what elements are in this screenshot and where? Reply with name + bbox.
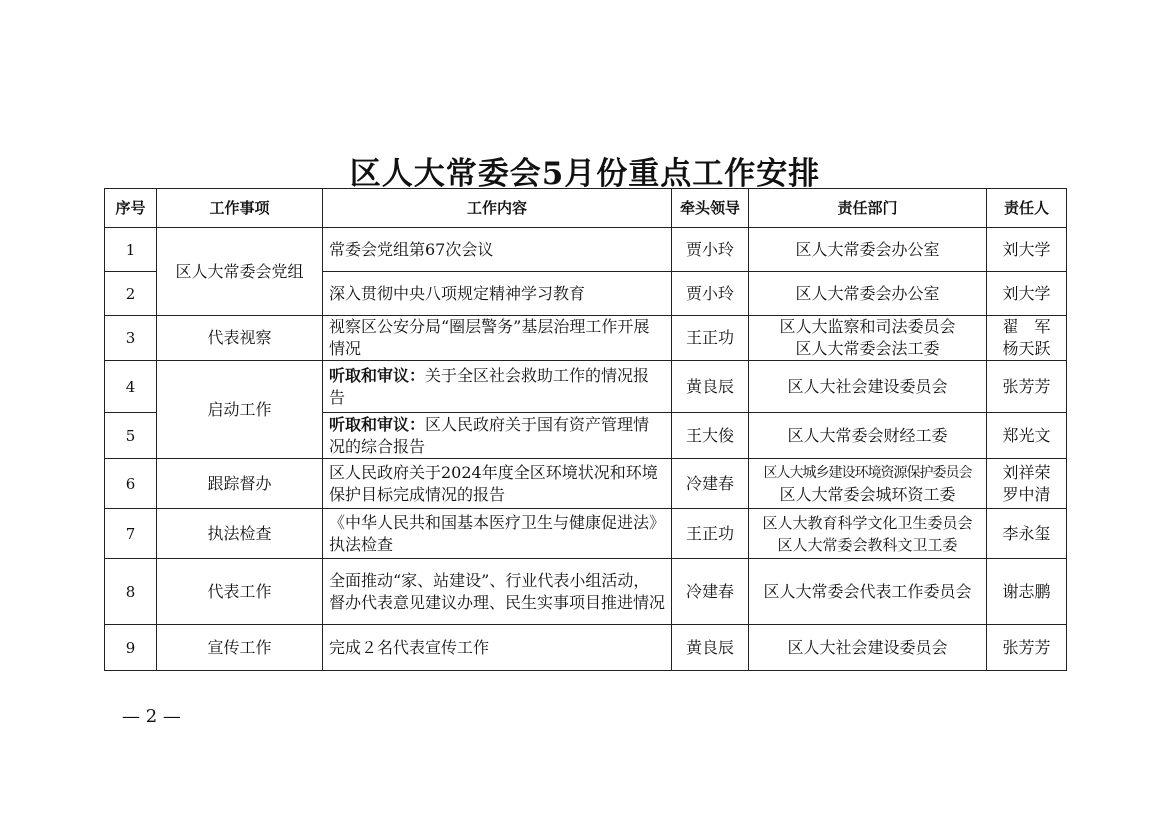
header-no: 序号 [105,189,157,228]
row-dept: 区人大社会建设委员会 [749,361,987,413]
header-content: 工作内容 [323,189,672,228]
row-person: 刘大学 [987,272,1067,316]
row-dept [749,459,987,509]
table-row [105,625,1067,671]
dept-line: 区人大常委会法工委 [795,339,940,358]
row-leader: 黄良辰 [672,625,749,671]
dept-line: 区人大城乡建设环境资源保护委员会 [763,464,972,481]
page-title: 区人大常委会5月份重点工作安排 [349,156,821,192]
row-no: 9 [105,625,157,671]
row-dept: 区人大常委会代表工作委员会 [749,559,987,625]
row-content [323,413,672,459]
row-leader: 贾小玲 [672,272,749,316]
row-dept: 区人大社会建设委员会 [749,625,987,671]
person-line: 杨天跃 [1002,339,1051,358]
page-number: — 2 — [122,706,181,727]
row-content [323,361,672,413]
row-no: 6 [105,459,157,509]
row-no: 4 [105,361,157,413]
table-header-row [105,189,1067,228]
row-leader: 黄良辰 [672,361,749,413]
row-content: 全面推动“家、站建设”、行业代表小组活动，督办代表意见建议办理、民生实事项目推进情况 [323,559,672,625]
row-person: 张芳芳 [987,361,1067,413]
row-leader: 王正功 [672,316,749,361]
person-line: 罗中清 [1002,484,1051,504]
row-leader: 冷建春 [672,459,749,509]
row-dept [749,316,987,361]
row-content: 区人民政府关于2024年度全区环境状况和环境保护目标完成情况的报告 [323,459,672,509]
row-item: 代表工作 [157,559,323,625]
row-dept [749,509,987,559]
row-person: 张芳芳 [987,625,1067,671]
row-no: 1 [105,228,157,272]
row-person: 刘大学 [987,228,1067,272]
header-person: 责任人 [987,189,1067,228]
row-person: 谢志鹏 [987,559,1067,625]
row-leader: 王正功 [672,509,749,559]
table-row [105,361,1067,413]
content-bold-label: 听取和审议： [329,414,426,434]
row-no: 5 [105,413,157,459]
person-line: 翟 军 [1002,317,1051,336]
person-line: 刘祥荣 [1002,462,1051,482]
row-dept: 区人大常委会办公室 [749,272,987,316]
row-person [987,316,1067,361]
dept-line: 区人大常委会教科文卫工委 [777,535,958,554]
row-item: 代表视察 [157,316,323,361]
row-no: 2 [105,272,157,316]
header-leader: 牵头领导 [672,189,749,228]
dept-line: 区人大教育科学文化卫生委员会 [762,513,973,532]
row-item: 宣传工作 [157,625,323,671]
row-dept: 区人大常委会财经工委 [749,413,987,459]
row-no: 8 [105,559,157,625]
content-bold-label: 听取和审议： [329,365,426,385]
row-person [987,459,1067,509]
table-row [105,509,1067,559]
row-leader: 王大俊 [672,413,749,459]
row-item: 执法检查 [157,509,323,559]
dept-line: 区人大监察和司法委员会 [779,317,956,336]
row-person: 郑光文 [987,413,1067,459]
dept-line: 区人大常委会城环资工委 [779,484,956,504]
row-item: 启动工作 [157,361,323,459]
row-leader: 冷建春 [672,559,749,625]
row-item: 跟踪督办 [157,459,323,509]
content-text: 区人民政府关于国有资产管理情况的综合报告 [329,414,650,456]
row-content: 完成２名代表宣传工作 [323,625,672,671]
table-row [105,316,1067,361]
row-content: 《中华人民共和国基本医疗卫生与健康促进法》执法检查 [323,509,672,559]
row-person: 李永玺 [987,509,1067,559]
table-row [105,228,1067,272]
header-dept: 责任部门 [749,189,987,228]
row-no: 7 [105,509,157,559]
row-item: 区人大常委会党组 [157,228,323,316]
row-leader: 贾小玲 [672,228,749,272]
table-row [105,559,1067,625]
row-content: 常委会党组第67次会议 [323,228,672,272]
row-dept: 区人大常委会办公室 [749,228,987,272]
table-row [105,459,1067,509]
row-no: 3 [105,316,157,361]
row-content: 视察区公安分局“圈层警务”基层治理工作开展情况 [323,316,672,361]
row-content: 深入贯彻中央八项规定精神学习教育 [323,272,672,316]
work-schedule-table [104,188,1067,671]
content-text: 关于全区社会救助工作的情况报告 [329,365,650,407]
header-item: 工作事项 [157,189,323,228]
